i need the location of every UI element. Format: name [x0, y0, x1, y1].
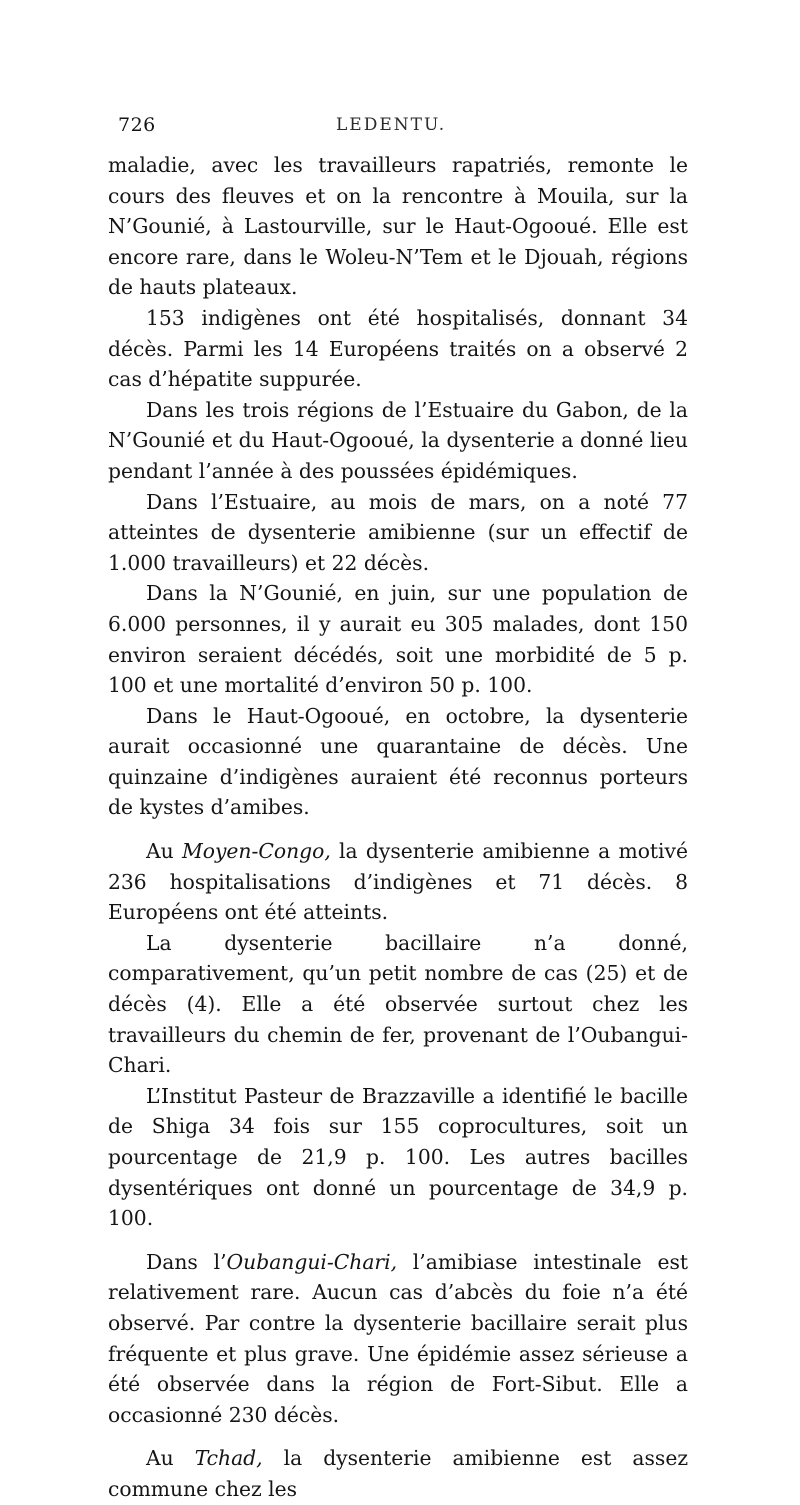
paragraph	[108, 578, 688, 700]
paragraph-tchad	[108, 1443, 688, 1504]
body-text	[108, 150, 688, 1505]
paragraph-lead: Au	[146, 839, 182, 864]
paragraph-text: la dysenterie amibienne a motivé 236 hospitalisations d’indigènes et 71 décès. 8 Européens ont été atteints.	[108, 839, 688, 925]
paragraph	[108, 303, 688, 395]
paragraph-text: L’Institut Pasteur de Brazzaville a identifié le bacille de Shiga 34 fois sur 155 coprocultures, soit un pourcentage de 21,9 p. 100. Les autres bacilles dysentériques ont donné un pourcentage de 34,9 p. 100.	[108, 1083, 688, 1231]
paragraph	[108, 1081, 688, 1234]
paragraph-moyen-congo	[108, 836, 688, 928]
paragraph-text: La dysenterie bacillaire n’a donné, comparativement, qu’un petit nombre de cas (25) et de décès (4). Elle a été observée surtout chez les travailleurs du chemin de fer, provenant de l’Oubangui-Chari.	[108, 930, 688, 1078]
paragraph-text: la dysenterie amibienne est assez commune chez les	[108, 1446, 689, 1501]
paragraph-oubangui-chari	[108, 1247, 688, 1431]
page-number: 726	[118, 114, 156, 136]
paragraph-lead: Au	[146, 1446, 195, 1471]
paragraph-text: 153 indigènes ont été hospitalisés, donnant 34 décès. Parmi les 14 Européens traités on a observé 2 cas d’hépatite suppurée.	[108, 305, 688, 392]
paragraph-text: Dans le Haut-Ogooué, en octobre, la dysenterie aurait occasionné une quarantaine de décès. Une quinzaine d’indigènes auraient été reconnus porteurs de kystes d’amibes.	[108, 703, 688, 820]
paragraph	[108, 487, 688, 579]
paragraph-text: Dans l’Estuaire, au mois de mars, on a noté 77 atteintes de dysenterie amibienne (sur un effectif de 1.000 travailleurs) et 22 décès.	[108, 489, 688, 575]
paragraph	[108, 395, 688, 487]
paragraph	[108, 928, 688, 1081]
paragraph-lead: Dans l’	[146, 1249, 227, 1274]
place-name: Moyen-Congo,	[181, 839, 331, 864]
page-header	[118, 114, 688, 142]
paragraph	[108, 150, 688, 303]
paragraph	[108, 701, 688, 823]
paragraph-text: Dans la N’Gounié, en juin, sur une population de 6.000 personnes, il y aurait eu 305 malades, dont 150 environ seraient décédés, soit une morbidité de 5 p. 100 et une mortalité d’environ 50 p. 100.	[108, 581, 688, 698]
paragraph-text: l’amibiase intestinale est relativement rare. Aucun cas d’abcès du foie n’a été observé. Par contre la dysenterie bacillaire serait plus fréquente et plus grave. Une épidémie assez sérieuse a été observée dans la région de Fort-Sibut. Elle a occasionné 230 décès.	[108, 1249, 688, 1427]
paragraph-text: Dans les trois régions de l’Estuaire du Gabon, de la N’Gounié et du Haut-Ogooué, la dysenterie a donné lieu pendant l’année à des poussées épidémiques.	[108, 397, 688, 483]
running-head: LEDENTU.	[336, 115, 447, 135]
place-name: Tchad,	[194, 1446, 263, 1471]
paragraph-text: maladie, avec les travailleurs rapatriés, remonte le cours des fleuves et on la rencontre à Mouila, sur la N’Gounié, à Lastourville, sur le Haut-Ogooué. Elle est encore rare, dans le Woleu-N’Tem et le Djouah, régions de hauts plateaux.	[108, 153, 688, 300]
place-name: Oubangui-Chari,	[226, 1249, 398, 1274]
